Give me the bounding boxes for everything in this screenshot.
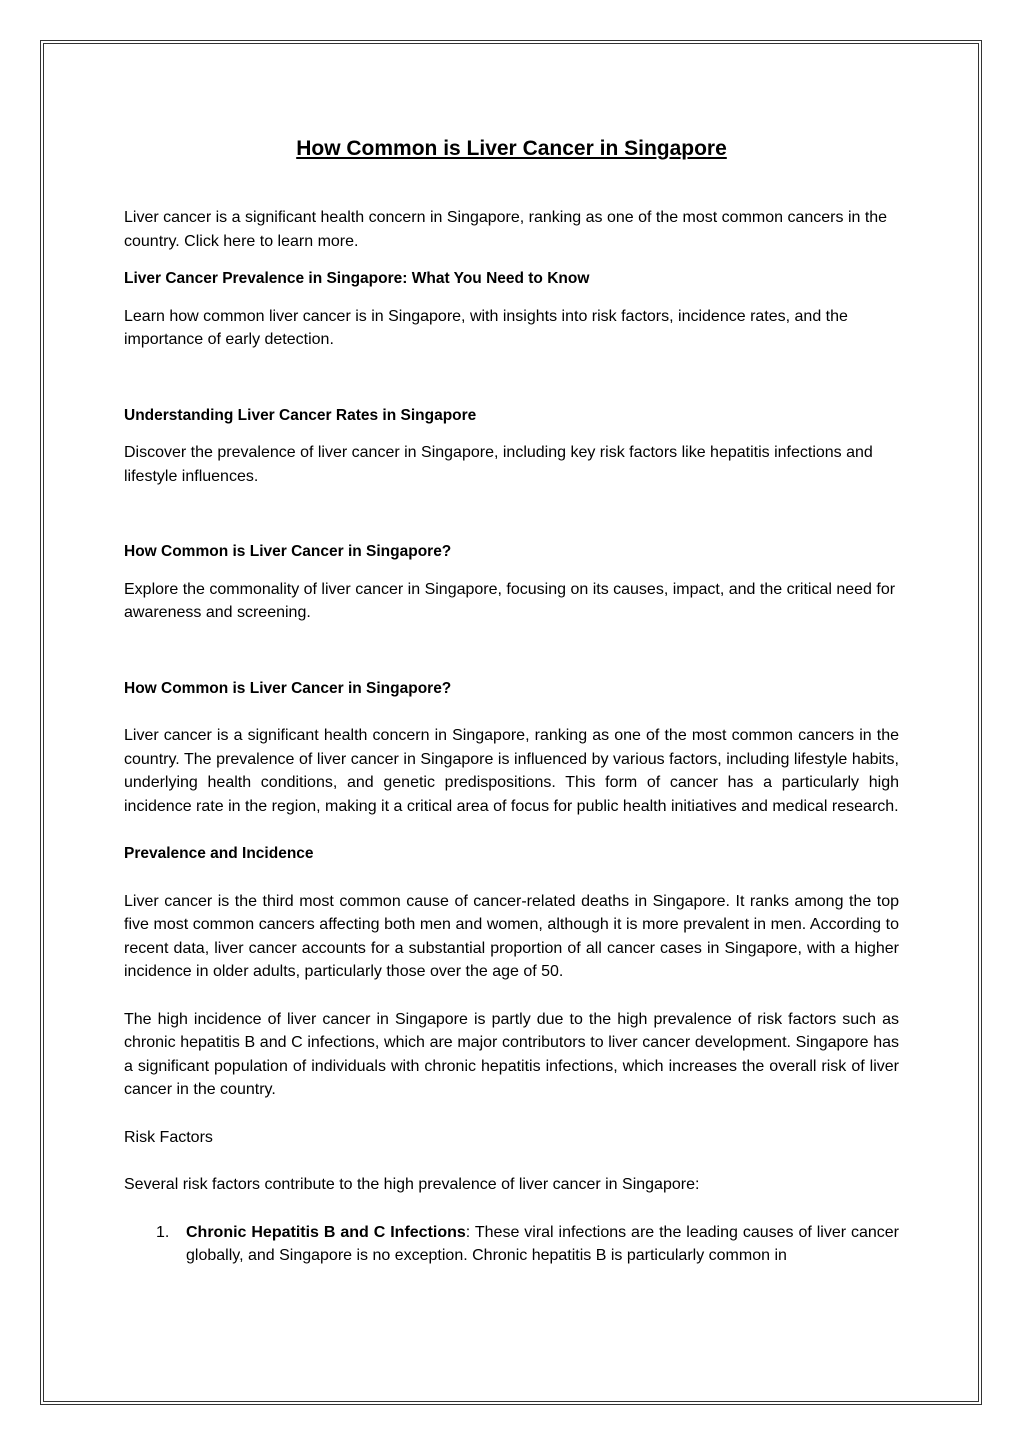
risk-factor-text: : These viral infections are the leading causes of liver cancer globally, and Singapore is no exception. Chronic hepatitis B is particularly common in xyxy=(186,1223,899,1264)
section-heading: How Common is Liver Cancer in Singapore? xyxy=(124,543,452,560)
risk-factor-list xyxy=(124,1221,899,1268)
document-title: How Common is Liver Cancer in Singapore xyxy=(296,137,727,160)
section-text: Learn how common liver cancer is in Singapore, with insights into risk factors, incidence rates, and the importance of early detection. xyxy=(124,307,848,348)
risk-heading: Risk Factors xyxy=(124,1128,213,1146)
document-content xyxy=(124,134,899,1268)
section-heading: Understanding Liver Cancer Rates in Singapore xyxy=(124,406,477,424)
prevalence-heading: Prevalence and Incidence xyxy=(124,845,314,862)
section-heading: Liver Cancer Prevalence in Singapore: What You Need to Know xyxy=(124,270,590,287)
article-paragraph: Liver cancer is the third most common cause of cancer-related deaths in Singapore. It ranks among the top five most common cancers affecting both men and women, although it is more prevalent in men. According to recent data, liver cancer accounts for a substantial proportion of all cancer cases in Singapore, with a higher incidence in older adults, particularly those over the age of 50. xyxy=(124,892,899,980)
list-item xyxy=(124,1221,899,1268)
intro-paragraph: Liver cancer is a significant health concern in Singapore, ranking as one of the most common cancers in the country. Click here to learn more. xyxy=(124,209,888,250)
article-paragraph: The high incidence of liver cancer in Singapore is partly due to the high prevalence of risk factors such as chronic hepatitis B and C infections, which are major contributors to liver cancer development. Singapore has a significant population of individuals with chronic hepatitis infections, which increases the overall risk of liver cancer in the country. xyxy=(124,1010,899,1098)
risk-factor-label: Chronic Hepatitis B and C Infections xyxy=(186,1223,466,1241)
list-number: 1. xyxy=(156,1223,170,1241)
article-paragraph: Liver cancer is a significant health concern in Singapore, ranking as one of the most common cancers in the country. The prevalence of liver cancer in Singapore is influenced by various factors, including lifestyle habits, underlying health conditions, and genetic predispositions. This form of cancer has a particularly high incidence rate in the region, making it a critical area of focus for public health initiatives and medical research. xyxy=(124,727,899,815)
section-text: Explore the commonality of liver cancer in Singapore, focusing on its causes, impact, and the critical need for awareness and screening. xyxy=(124,580,896,621)
section-text: Discover the prevalence of liver cancer in Singapore, including key risk factors like hepatitis infections and lifestyle influences. xyxy=(124,444,873,485)
article-heading: How Common is Liver Cancer in Singapore? xyxy=(124,679,452,697)
risk-intro: Several risk factors contribute to the high prevalence of liver cancer in Singapore: xyxy=(124,1176,700,1193)
